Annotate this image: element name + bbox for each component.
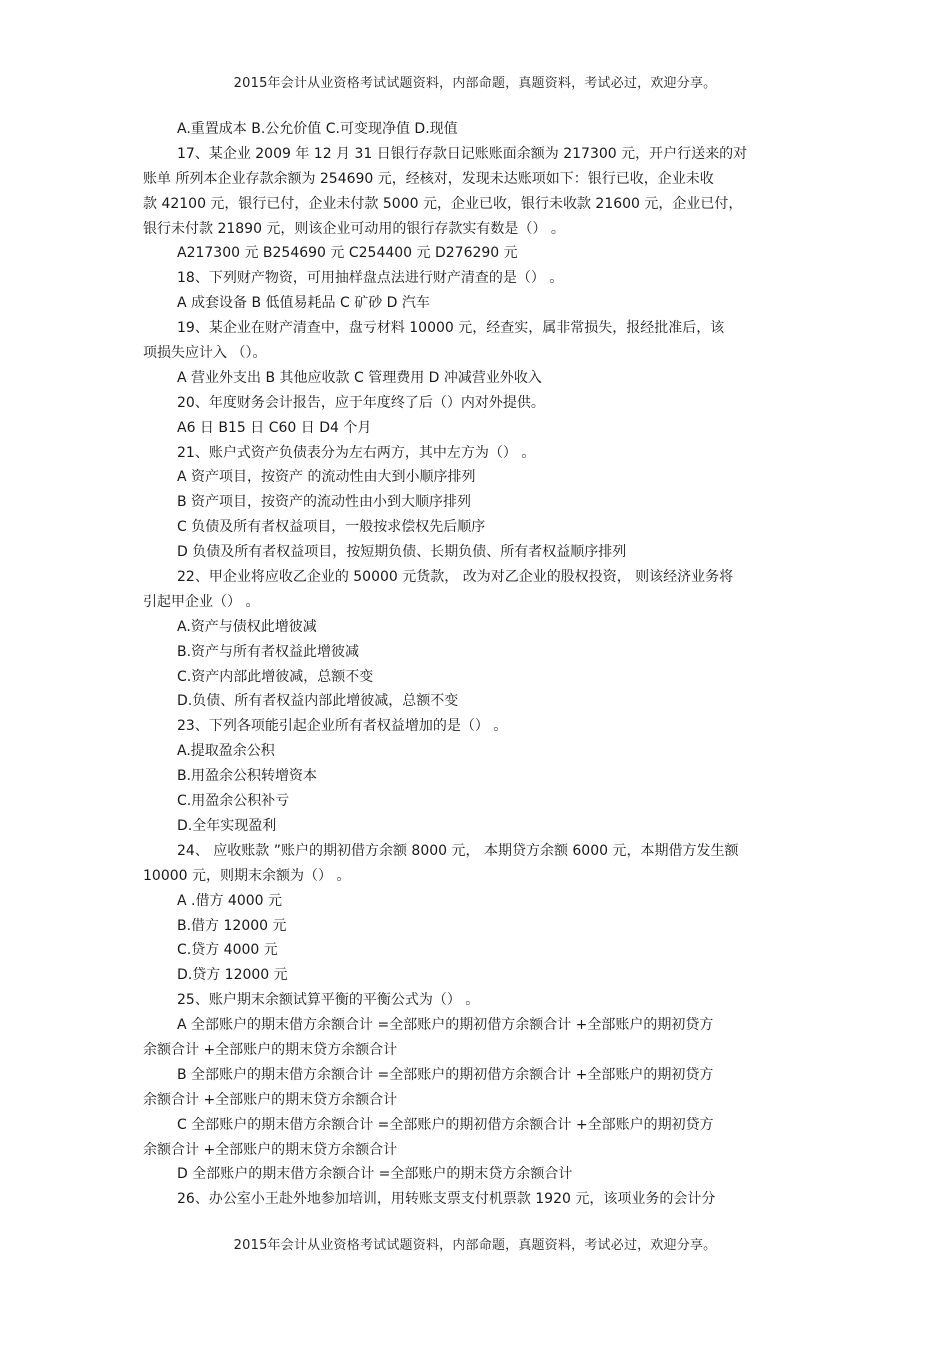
text-line: 23、下列各项能引起企业所有者权益增加的是（） 。 [177, 718, 508, 735]
text-line: 项损失应计入 （）。 [143, 345, 267, 362]
text-line: 17、某企业 2009 年 12 月 31 日银行存款日记账账面余额为 217300 元，开户行送来的对 [177, 145, 748, 162]
text-line: C 负债及所有者权益项目，一般按求偿权先后顺序 [177, 519, 486, 536]
text-line: D 负债及所有者权益项目，按短期负债、长期负债、所有者权益顺序排列 [177, 544, 627, 561]
text-line: B.借方 12000 元 [177, 917, 287, 934]
text-line: B.用盈余公积转增资本 [177, 768, 318, 785]
text-line: B.资产与所有者权益此增彼减 [177, 643, 360, 660]
text-line: A 全部账户的期末借方余额合计 =全部账户的期初借方余额合计 +全部账户的期初贷方 [177, 1017, 714, 1034]
text-line: B 资产项目，按资产的流动性由小到大顺序排列 [177, 494, 472, 511]
text-line: 余额合计 +全部账户的期末贷方余额合计 [143, 1091, 398, 1108]
text-line: 26、办公室小王赴外地参加培训，用转账支票支付机票款 1920 元，该项业务的会计分 [177, 1191, 716, 1208]
text-line: A.重置成本 B.公允价值 C.可变现净值 D.现值 [177, 121, 458, 137]
text-line: C 全部账户的期末借方余额合计 =全部账户的期初借方余额合计 +全部账户的期初贷方 [177, 1116, 714, 1133]
text-line: 款 42100 元，银行已付，企业未付款 5000 元，企业已收，银行未收款 21600 元，企业已付， [143, 195, 743, 212]
text-line: A217300 元 B254690 元 C254400 元 D276290 元 [177, 245, 518, 262]
text-line: 余额合计 +全部账户的期末贷方余额合计 [143, 1141, 398, 1158]
text-line: A 资产项目，按资产 的流动性由大到小顺序排列 [177, 469, 476, 486]
text-line: A.资产与债权此增彼减 [177, 618, 317, 635]
text-line: A 营业外支出 B 其他应收款 C 管理费用 D 冲减营业外收入 [177, 369, 542, 386]
text-line: D.贷方 12000 元 [177, 967, 288, 984]
text-line: A 成套设备 B 低值易耗品 C 矿砂 D 汽车 [177, 295, 430, 312]
text-line: 22、甲企业将应收乙企业的 50000 元货款， 改为对乙企业的股权投资， 则该经济业务将 [177, 569, 734, 586]
text-line: 24、 应收账款 ”账户的期初借方余额 8000 元， 本期贷方余额 6000 元，本期借方发生额 [177, 842, 739, 859]
text-line: 银行未付款 21890 元，则该企业可动用的银行存款实有数是（） 。 [143, 220, 565, 237]
text-line: B 全部账户的期末借方余额合计 =全部账户的期初借方余额合计 +全部账户的期初贷方 [177, 1066, 714, 1083]
text-line: C.资产内部此增彼减，总额不变 [177, 668, 374, 685]
text-line: 18、下列财产物资，可用抽样盘点法进行财产清查的是（） 。 [177, 270, 564, 287]
text-line: C.贷方 4000 元 [177, 942, 278, 959]
question-content [143, 117, 798, 1212]
text-line: D 全部账户的期末借方余额合计 =全部账户的期末贷方余额合计 [177, 1166, 573, 1183]
text-line: 账单 所列本企业存款余额为 254690 元，经核对，发现未达账项如下：银行已收，企业未收 [143, 170, 714, 187]
page-header: 2015年会计从业资格考试试题资料，内部命题，真题资料，考试必过，欢迎分享。 [233, 76, 717, 91]
text-line: A.提取盈余公积 [177, 743, 275, 760]
text-line: 25、账户期末余额试算平衡的平衡公式为（） 。 [177, 992, 480, 1009]
text-line: 19、某企业在财产清查中，盘亏材料 10000 元，经查实，属非常损失，报经批准后，该 [177, 320, 725, 337]
page-footer: 2015年会计从业资格考试试题资料，内部命题，真题资料，考试必过，欢迎分享。 [233, 1238, 717, 1253]
text-line: C.用盈余公积补亏 [177, 793, 290, 810]
text-line: D.全年实现盈利 [177, 817, 277, 834]
text-line: 10000 元，则期末余额为（） 。 [143, 867, 351, 884]
text-line: 20、年度财务会计报告，应于年度终了后（）内对外提供。 [177, 394, 545, 411]
text-line: 21、账户式资产负债表分为左右两方，其中左方为（） 。 [177, 444, 536, 461]
text-line: D.负债、所有者权益内部此增彼减，总额不变 [177, 693, 459, 710]
text-line: A .借方 4000 元 [177, 892, 283, 909]
text-line: 余额合计 +全部账户的期末贷方余额合计 [143, 1041, 398, 1058]
text-line: A6 日 B15 日 C60 日 D4 个月 [177, 419, 372, 436]
text-line: 引起甲企业（） 。 [143, 593, 260, 610]
